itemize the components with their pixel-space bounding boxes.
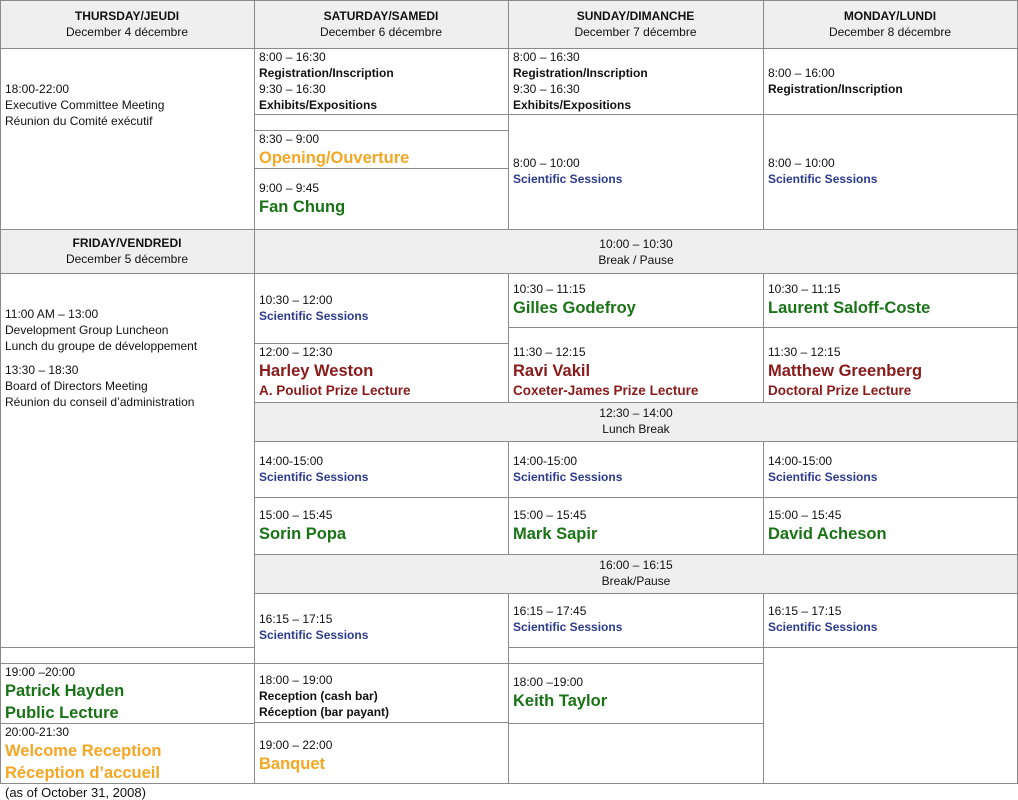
- event-time: 18:00 – 19:00: [259, 673, 333, 687]
- event-time: 11:30 – 12:15: [513, 345, 586, 359]
- break-time: 16:00 – 16:15: [599, 558, 673, 572]
- event-time: 11:30 – 12:15: [768, 345, 841, 359]
- header-date: December 8 décembre: [828, 25, 952, 39]
- hline-sat-reg: [254, 114, 1018, 115]
- event-title: Banquet: [259, 755, 325, 773]
- speaker-name: Fan Chung: [259, 198, 346, 216]
- prize-title: Coxeter-James Prize Lecture: [513, 383, 699, 398]
- event-time: 19:00 –20:00: [5, 665, 76, 679]
- speaker-name: Mark Sapir: [513, 525, 598, 543]
- monday-sessions-2: [768, 453, 877, 485]
- saturday-reception: [259, 672, 389, 720]
- header-day: MONDAY/LUNDI: [843, 9, 937, 23]
- event-title: Exhibits/Expositions: [513, 98, 632, 112]
- event-title-fr: Réunion du conseil d’administration: [5, 395, 195, 409]
- event-time: 15:00 – 15:45: [768, 508, 842, 522]
- header-date: December 7 décembre: [574, 25, 697, 39]
- saturday-sessions-3: [259, 611, 368, 643]
- saturday-plenary: [259, 180, 345, 218]
- event-title: Opening/Ouverture: [259, 149, 410, 167]
- event-title-en: Reception (cash bar): [259, 689, 378, 703]
- event-time: 13:30 – 18:30: [5, 363, 79, 377]
- saturday-prize-lecture: [259, 344, 411, 400]
- event-time: 15:00 – 15:45: [259, 508, 333, 522]
- hline-break3-bottom: [254, 593, 1018, 594]
- sessions-label: Scientific Sessions: [768, 620, 878, 634]
- event-title: Exhibits/Expositions: [259, 98, 378, 112]
- sessions-label: Scientific Sessions: [513, 620, 623, 634]
- event-title: Registration/Inscription: [768, 82, 903, 96]
- event-title-fr: Réunion du Comité exécutif: [5, 114, 153, 128]
- hline-sun-s3: [508, 647, 1018, 648]
- saturday-sessions-2: [259, 453, 368, 485]
- header-thursday: [0, 8, 254, 40]
- hline-break3-top: [254, 554, 1018, 555]
- saturday-afternoon-plenary: [259, 507, 346, 545]
- header-date: December 5 décembre: [65, 252, 189, 266]
- saturday-registration: [259, 49, 394, 113]
- monday-sessions-3: [768, 603, 877, 635]
- event-time: 18:00-22:00: [5, 82, 70, 96]
- event-time: 8:00 – 16:30: [259, 50, 326, 64]
- event-time: 12:00 – 12:30: [259, 345, 333, 359]
- sessions-label: Scientific Sessions: [768, 172, 878, 186]
- event-title: Registration/Inscription: [513, 66, 648, 80]
- break-time: 10:00 – 10:30: [599, 237, 673, 251]
- hline-break1-bottom: [0, 273, 1018, 274]
- event-time: 10:30 – 11:15: [768, 282, 841, 296]
- event-time: 8:30 – 9:00: [259, 132, 320, 146]
- reception-title-fr: Réception d’accueil: [5, 764, 160, 782]
- event-time: 18:00 –19:00: [513, 675, 584, 689]
- event-time: 19:00 – 22:00: [259, 738, 333, 752]
- break-1: [254, 236, 1018, 268]
- sunday-evening-lecture: [513, 674, 607, 712]
- reception-title-en: Welcome Reception: [5, 742, 162, 760]
- sunday-registration: [513, 49, 648, 113]
- speaker-name: Matthew Greenberg: [768, 362, 923, 380]
- sessions-label: Scientific Sessions: [259, 470, 369, 484]
- monday-morning-plenary: [768, 281, 930, 319]
- prize-title: A. Pouliot Prize Lecture: [259, 383, 411, 398]
- speaker-name: Patrick Hayden: [5, 682, 125, 700]
- break-label: Lunch Break: [602, 422, 670, 436]
- break-label: Break/Pause: [601, 574, 671, 588]
- lunch-break: [254, 405, 1018, 437]
- event-time: 8:00 – 10:00: [768, 156, 835, 170]
- vline-2b: [508, 273, 509, 402]
- hline-lunch-top: [254, 402, 1018, 403]
- hline-sat-s3: [254, 663, 763, 664]
- sunday-sessions-2: [513, 453, 622, 485]
- prize-title: Doctoral Prize Lecture: [768, 383, 912, 398]
- event-time: 10:30 – 11:15: [513, 282, 586, 296]
- header-date: December 6 décembre: [319, 25, 443, 39]
- event-time: 16:15 – 17:15: [259, 612, 333, 626]
- saturday-banquet: [259, 737, 332, 775]
- event-title-en: Executive Committee Meeting: [5, 98, 165, 112]
- event-time: 8:00 – 10:00: [513, 156, 580, 170]
- event-time: 14:00-15:00: [513, 454, 578, 468]
- event-time: 10:30 – 12:00: [259, 293, 333, 307]
- event-title: Registration/Inscription: [259, 66, 394, 80]
- header-date: December 4 décembre: [65, 25, 189, 39]
- event-time: 9:30 – 16:30: [513, 82, 580, 96]
- header-day: THURSDAY/JEUDI: [74, 9, 180, 23]
- header-day: SATURDAY/SAMEDI: [323, 9, 439, 23]
- friday-events: [5, 306, 197, 410]
- event-title-fr: Lunch du groupe de développement: [5, 339, 198, 353]
- vline-0: [0, 0, 1, 784]
- sunday-prize-lecture: [513, 344, 698, 400]
- saturday-opening: [259, 131, 409, 169]
- event-time: 9:00 – 9:45: [259, 181, 320, 195]
- hline-top: [0, 0, 1018, 1]
- sessions-label: Scientific Sessions: [513, 470, 623, 484]
- thursday-event: [5, 81, 164, 129]
- event-time: 20:00-21:30: [5, 725, 70, 739]
- sessions-label: Scientific Sessions: [259, 309, 369, 323]
- footer-note: (as of October 31, 2008): [5, 785, 146, 800]
- monday-afternoon-plenary: [768, 507, 887, 545]
- sessions-label: Scientific Sessions: [513, 172, 623, 186]
- hline-fri-a: [0, 647, 254, 648]
- friday-welcome-reception: [5, 724, 161, 784]
- sunday-sessions-3: [513, 603, 622, 635]
- event-time: 15:00 – 15:45: [513, 508, 587, 522]
- break-3: [254, 557, 1018, 589]
- speaker-name: Harley Weston: [259, 362, 374, 380]
- friday-public-lecture: [5, 664, 124, 724]
- event-time: 11:00 AM – 13:00: [5, 307, 99, 321]
- sunday-sessions-0: [513, 155, 622, 187]
- event-time: 16:15 – 17:45: [513, 604, 587, 618]
- hline-sun-ev: [508, 723, 763, 724]
- hline-sun-am: [508, 327, 1018, 328]
- speaker-name: David Acheson: [768, 525, 887, 543]
- hline-header: [0, 48, 1018, 49]
- sunday-afternoon-plenary: [513, 507, 597, 545]
- break-label: Break / Pause: [598, 253, 674, 267]
- event-time: 8:00 – 16:30: [513, 50, 580, 64]
- break-time: 12:30 – 14:00: [599, 406, 673, 420]
- saturday-sessions-1: [259, 292, 368, 324]
- hline-pm: [254, 497, 1018, 498]
- event-time: 9:30 – 16:30: [259, 82, 326, 96]
- event-time: 8:00 – 16:00: [768, 66, 835, 80]
- sunday-morning-plenary: [513, 281, 636, 319]
- event-title-en: Board of Directors Meeting: [5, 379, 148, 393]
- header-day: SUNDAY/DIMANCHE: [576, 9, 695, 23]
- monday-sessions-0: [768, 155, 877, 187]
- header-monday: [763, 8, 1017, 40]
- event-time: 14:00-15:00: [768, 454, 833, 468]
- speaker-name: Keith Taylor: [513, 692, 608, 710]
- header-saturday: [254, 8, 508, 40]
- lecture-title: Public Lecture: [5, 704, 119, 722]
- vline-2d: [508, 593, 509, 784]
- speaker-name: Sorin Popa: [259, 525, 347, 543]
- event-title-en: Development Group Luncheon: [5, 323, 169, 337]
- speaker-name: Ravi Vakil: [513, 362, 591, 380]
- hline-break1-top: [0, 229, 1018, 230]
- event-time: 16:15 – 17:15: [768, 604, 842, 618]
- hline-lunch-bottom: [254, 441, 1018, 442]
- monday-registration: [768, 65, 903, 97]
- header-day: FRIDAY/VENDREDI: [72, 236, 182, 250]
- vline-1: [254, 0, 255, 784]
- vline-3d: [763, 593, 764, 784]
- speaker-name: Laurent Saloff-Coste: [768, 299, 931, 317]
- vline-3b: [763, 273, 764, 402]
- sessions-label: Scientific Sessions: [768, 470, 878, 484]
- header-friday: [0, 235, 254, 267]
- sessions-label: Scientific Sessions: [259, 628, 369, 642]
- event-title-fr: Réception (bar payant): [259, 705, 390, 719]
- event-time: 14:00-15:00: [259, 454, 324, 468]
- speaker-name: Gilles Godefroy: [513, 299, 636, 317]
- header-sunday: [508, 8, 763, 40]
- monday-prize-lecture: [768, 344, 922, 400]
- hline-sat-rec: [254, 722, 508, 723]
